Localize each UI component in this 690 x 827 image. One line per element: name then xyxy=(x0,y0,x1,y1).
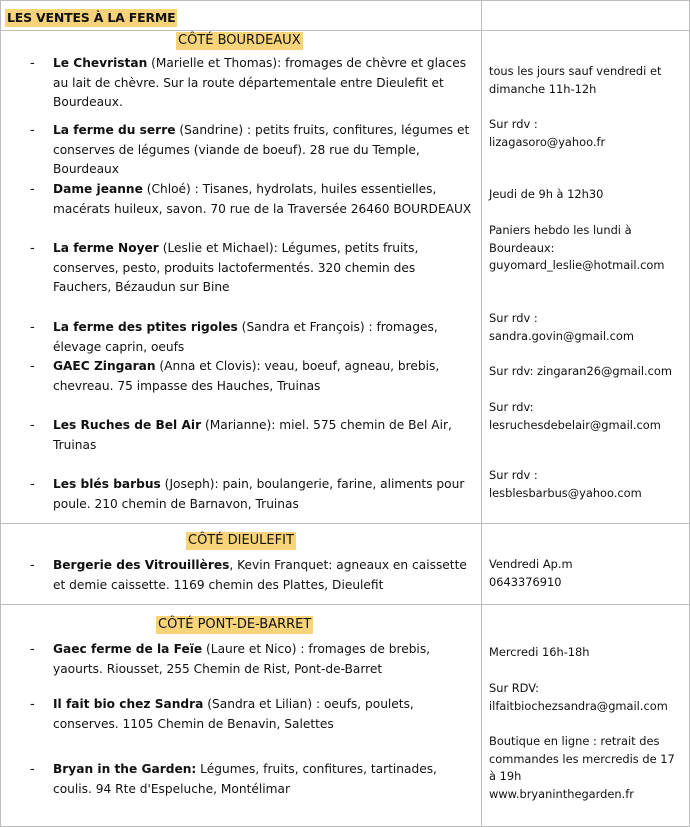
farm-description: (Marianne): miel. 575 chemin de Bel Air, Truinas xyxy=(53,418,452,452)
list-item xyxy=(53,54,477,113)
list-bullet: - xyxy=(30,123,35,138)
sales-info: Vendredi Ap.m 0643376910 xyxy=(489,557,573,589)
farm-description: (Laure et Nico) : fromages de brebis, yaourts. Riousset, 255 Chemin de Rist, Pont-de-Barret xyxy=(53,642,431,676)
list-bullet: - xyxy=(30,56,35,71)
sales-info: Sur rdv : lizagasoro@yahoo.fr xyxy=(489,117,606,149)
farm-description: Légumes, fruits, confitures, tartinades, coulis. 94 Rte d'Espeluche, Montélimar xyxy=(53,762,437,796)
list-bullet: - xyxy=(30,418,35,433)
page-title: LES VENTES À LA FERME xyxy=(7,10,176,25)
list-bullet: - xyxy=(30,697,35,712)
farm-name: Dame jeanne xyxy=(53,182,143,196)
list-bullet: - xyxy=(30,642,35,657)
farm-name: Bergerie des Vitrouillères xyxy=(53,558,230,572)
list-item xyxy=(53,121,477,180)
list-item xyxy=(53,760,477,799)
list-bullet: - xyxy=(30,558,35,573)
farm-name: Les Ruches de Bel Air xyxy=(53,418,202,432)
farm-description: (Marielle et Thomas): fromages de chèvre et glaces au lait de chèvre. Sur la route départementale entre Dieulefit et Bourdeaux. xyxy=(53,56,467,109)
row-divider xyxy=(0,523,690,524)
sales-info: Sur rdv: zingaran26@gmail.com xyxy=(489,364,672,378)
section-heading: CÔTÉ BOURDEAUX xyxy=(178,33,301,48)
list-item xyxy=(53,556,477,595)
section-heading: CÔTÉ PONT-DE-BARRET xyxy=(158,617,312,632)
list-item xyxy=(53,416,477,455)
sales-info: Boutique en ligne : retrait des commandes les mercredis de 17 à 19h www.bryaninthegarden.fr xyxy=(489,734,675,801)
sales-info: Paniers hebdo les lundi à Bourdeaux: guyomard_leslie@hotmail.com xyxy=(489,223,665,272)
farm-name: Les blés barbus xyxy=(53,477,161,491)
sales-info: Sur rdv: lesruchesdebelair@gmail.com xyxy=(489,400,661,432)
list-bullet: - xyxy=(30,762,35,777)
column-divider xyxy=(481,0,482,827)
farm-description: (Joseph): pain, boulangerie, farine, aliments pour poule. 210 chemin de Barnavon, Truinas xyxy=(53,477,465,511)
list-item xyxy=(53,695,477,734)
sales-info: Mercredi 16h-18h xyxy=(489,645,590,659)
farm-name: La ferme des ptites rigoles xyxy=(53,320,238,334)
farm-description: , Kevin Franquet: agneaux en caissette et demie caissette. 1169 chemin des Plattes, Dieulefit xyxy=(53,558,467,592)
list-bullet: - xyxy=(30,182,35,197)
sales-info: Sur RDV: ilfaitbiochezsandra@gmail.com xyxy=(489,681,668,713)
sales-info: tous les jours sauf vendredi et dimanche 11h-12h xyxy=(489,64,662,96)
farm-description: (Leslie et Michael): Légumes, petits fruits, conserves, pesto, produits lactofermentés. 320 chemin des Fauchers, Bézaudun sur Bine xyxy=(53,241,419,294)
list-bullet: - xyxy=(30,241,35,256)
farm-name: La ferme Noyer xyxy=(53,241,159,255)
sales-info: Sur rdv : lesblesbarbus@yahoo.com xyxy=(489,468,642,500)
list-bullet: - xyxy=(30,320,35,335)
farm-name: GAEC Zingaran xyxy=(53,359,156,373)
list-item xyxy=(53,180,477,219)
farm-description: (Sandrine) : petits fruits, confitures, légumes et conserves de légumes (viande de boeuf). 28 rue du Temple, Bourdeaux xyxy=(53,123,470,176)
list-item xyxy=(53,239,477,298)
row-divider xyxy=(0,30,690,31)
farm-description: (Chloé) : Tisanes, hydrolats, huiles essentielles, macérats huileux, savon. 70 rue de la Traversée 26460 BOURDEAUX xyxy=(53,182,472,216)
list-item xyxy=(53,357,477,396)
section-heading: CÔTÉ DIEULEFIT xyxy=(188,533,294,548)
list-bullet: - xyxy=(30,359,35,374)
list-item xyxy=(53,640,477,679)
row-divider xyxy=(0,604,690,605)
farm-description: (Sandra et Lilian) : oeufs, poulets, conserves. 1105 Chemin de Benavin, Salettes xyxy=(53,697,414,731)
farm-description: (Anna et Clovis): veau, boeuf, agneau, brebis, chevreau. 75 impasse des Hauches, Truinas xyxy=(53,359,440,393)
farm-description: (Sandra et François) : fromages, élevage caprin, oeufs xyxy=(53,320,438,354)
list-item xyxy=(53,475,477,514)
farm-name: Bryan in the Garden: xyxy=(53,762,197,776)
farm-name: Le Chevristan xyxy=(53,56,148,70)
list-item xyxy=(53,318,477,357)
farm-name: La ferme du serre xyxy=(53,123,176,137)
sales-info: Jeudi de 9h à 12h30 xyxy=(489,187,604,201)
farm-name: Il fait bio chez Sandra xyxy=(53,697,204,711)
sales-info: Sur rdv : sandra.govin@gmail.com xyxy=(489,311,634,343)
list-bullet: - xyxy=(30,477,35,492)
farm-name: Gaec ferme de la Feïe xyxy=(53,642,203,656)
